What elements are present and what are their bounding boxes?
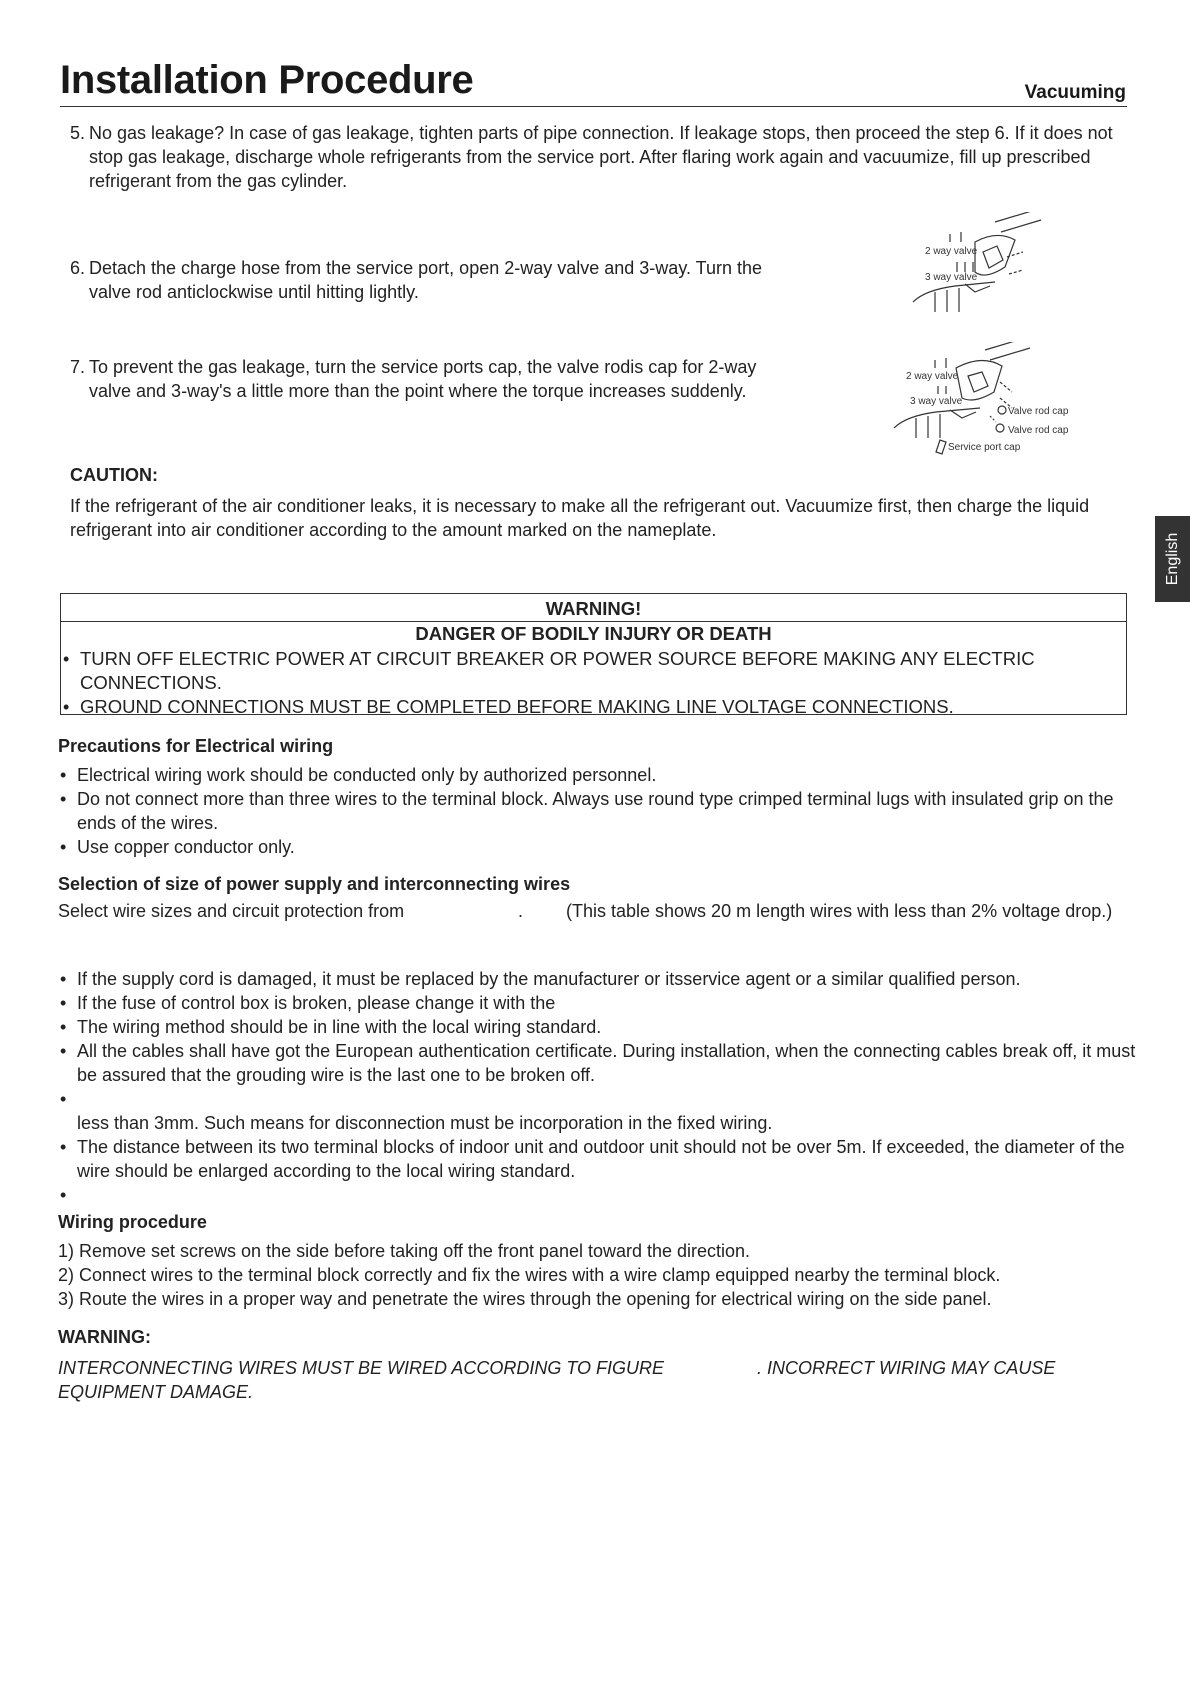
label-valve-rod-cap-2: Valve rod cap <box>1008 425 1069 436</box>
notes-list <box>60 967 1140 1207</box>
language-tab <box>1155 516 1190 602</box>
warning-subtitle: DANGER OF BODILY INJURY OR DEATH <box>415 623 772 644</box>
list-item: 2) Connect wires to the terminal block correctly and fix the wires with a wire clamp equipped nearby the terminal block. <box>58 1265 1001 1285</box>
precautions-list <box>60 763 1140 859</box>
step-7 <box>70 355 760 403</box>
final-warning-text-b: . INCORRECT WIRING MAY CAUSE <box>757 1358 1056 1378</box>
wiring-heading: Wiring procedure <box>58 1212 207 1232</box>
final-warning-heading: WARNING: <box>58 1327 151 1347</box>
bullet: • <box>63 649 70 669</box>
list-item: • <box>60 1089 67 1109</box>
selection-text-c-line1: (This table shows 20 m length wires with less than 2% voltage drop.) <box>566 901 1113 921</box>
list-item: • Do not connect more than three wires to the terminal block. Always use round type crimped terminal lugs with insulated grip on the ends of the wires. <box>60 789 1114 833</box>
valve-diagram-2 <box>890 342 1095 457</box>
label-3-way-valve: 3 way valve <box>910 396 963 407</box>
list-item: • All the cables shall have got the European authentication certificate. During installation, when the connecting cables break off, it must be assured that the grouding wire is the last one to be broken off. <box>60 1041 1136 1085</box>
list-item: less than 3mm. Such means for disconnection must be incorporation in the fixed wiring. <box>77 1113 773 1133</box>
list-item: • <box>60 1185 67 1205</box>
list-item: • The distance between its two terminal blocks of indoor unit and outdoor unit should not be over 5m. If exceeded, the diameter of the wire should be enlarged according to the local wiring standard. <box>60 1137 1125 1181</box>
final-warning-text-c: EQUIPMENT DAMAGE. <box>58 1382 254 1402</box>
step-number: 7. <box>70 357 86 377</box>
step-text: To prevent the gas leakage, turn the service ports cap, the valve rodis cap for 2-way valve and 3-way's a little more than the point where the torque increases suddenly. <box>89 357 757 401</box>
selection-text-b: . <box>518 901 524 921</box>
selection-text-a: Select wire sizes and circuit protection from <box>58 901 405 921</box>
final-warning-text-a: INTERCONNECTING WIRES MUST BE WIRED ACCORDING TO FIGURE <box>58 1358 665 1378</box>
warning-box <box>60 593 1127 715</box>
step-text: No gas leakage? In case of gas leakage, tighten parts of pipe connection. If leakage stops, then proceed the step 6. If it does not stop gas leakage, discharge whole refrigerants from the service port. After flaring work again and vacuumize, fill up prescribed refrigerant from the gas cylinder. <box>89 123 1113 191</box>
section-label: Vacuuming <box>1024 82 1126 103</box>
caution-text: If the refrigerant of the air conditioner leaks, it is necessary to make all the refrigerant out. Vacuumize first, then charge the liquid refrigerant into air conditioner according to the amount marked on the nameplate. <box>70 496 1090 540</box>
warning-item: • GROUND CONNECTIONS MUST BE COMPLETED BEFORE MAKING LINE VOLTAGE CONNECTIONS. <box>63 696 954 717</box>
label-service-port-cap: Service port cap <box>948 442 1021 453</box>
caution-heading: CAUTION: <box>70 465 158 485</box>
label-3-way-valve: 3 way valve <box>925 272 978 283</box>
step-number: 5. <box>70 123 86 143</box>
valve-diagram-1 <box>905 212 1045 317</box>
step-text: Detach the charge hose from the service port, open 2-way valve and 3-way. Turn the valve rod anticlockwise until hitting lightly. <box>89 258 763 302</box>
list-item: • The wiring method should be in line with the local wiring standard. <box>60 1017 602 1037</box>
step-5 <box>70 121 1140 193</box>
list-item: • If the fuse of control box is broken, please change it with the <box>60 993 556 1013</box>
language-tab-label: English <box>1163 532 1181 586</box>
selection-heading: Selection of size of power supply and interconnecting wires <box>58 874 571 894</box>
label-valve-rod-cap-1: Valve rod cap <box>1008 406 1069 417</box>
warning-title: WARNING! <box>545 598 642 619</box>
step-6 <box>70 256 770 304</box>
list-item: • Use copper conductor only. <box>60 837 295 857</box>
step-number: 6. <box>70 258 86 278</box>
list-item: • If the supply cord is damaged, it must be replaced by the manufacturer or itsservice agent or a similar qualified person. <box>60 969 1021 989</box>
page-title: Installation Procedure <box>60 58 474 102</box>
list-item: • Electrical wiring work should be conducted only by authorized personnel. <box>60 765 657 785</box>
bullet: • <box>63 697 70 717</box>
list-item: 3) Route the wires in a proper way and penetrate the wires through the opening for electrical wiring on the side panel. <box>58 1289 992 1309</box>
list-item: 1) Remove set screws on the side before taking off the front panel toward the direction. <box>58 1241 751 1261</box>
label-2-way-valve: 2 way valve <box>906 371 959 382</box>
label-2-way-valve: 2 way valve <box>925 246 978 257</box>
precautions-heading: Precautions for Electrical wiring <box>58 736 334 756</box>
header-divider <box>60 106 1127 107</box>
warning-item: • TURN OFF ELECTRIC POWER AT CIRCUIT BREAKER OR POWER SOURCE BEFORE MAKING ANY ELECTRIC CONNECTIONS. <box>63 648 1035 693</box>
wiring-list <box>58 1239 1138 1311</box>
warning-divider <box>61 621 1126 622</box>
